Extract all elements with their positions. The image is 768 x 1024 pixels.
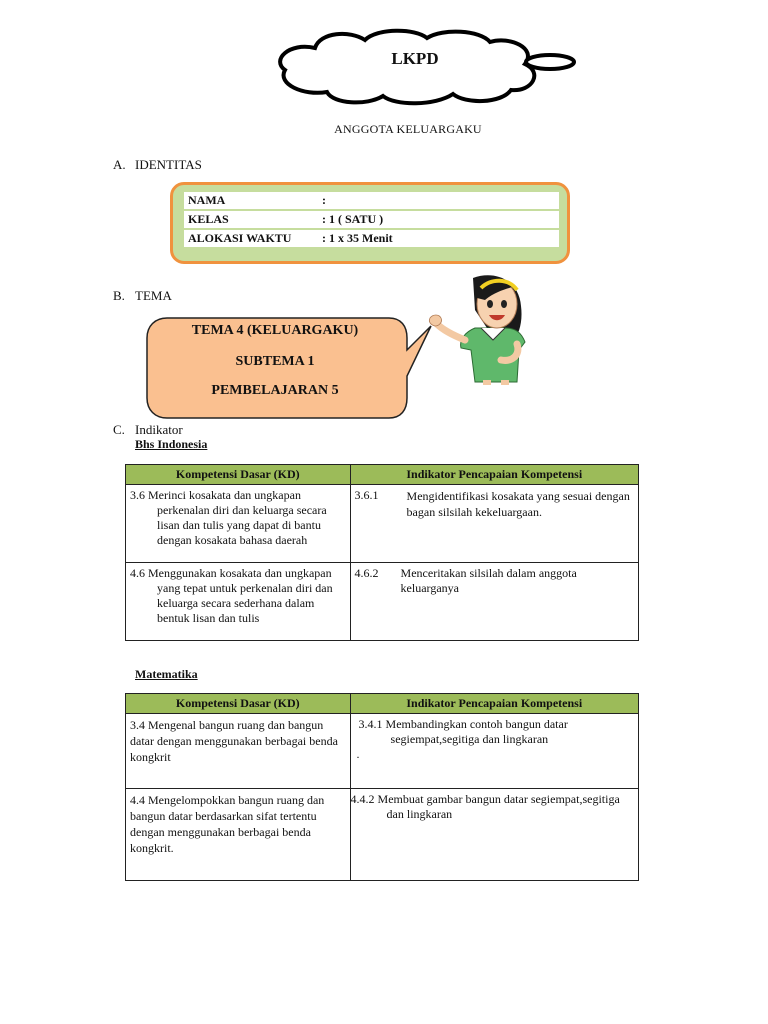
identity-value: : (322, 193, 326, 207)
section-letter: C. (113, 422, 125, 437)
section-heading: Indikator (135, 422, 183, 437)
kd-table-bhs-indonesia (125, 464, 639, 641)
section-heading: TEMA (135, 288, 172, 303)
identity-row-kelas (184, 211, 559, 228)
kd-text: 3.6 Merinci kosakata dan ungkapan perkenalan diri dan keluarga secara lisan dan tulis yang dapat di bantu dengan kosakata bahasa daerah (130, 488, 327, 547)
identity-row-nama (184, 192, 559, 209)
identity-row-alokasi (184, 230, 559, 247)
identity-label: NAMA (188, 193, 226, 207)
indikator-cell (350, 714, 638, 789)
table-row (126, 485, 639, 563)
indikator-cell (350, 789, 638, 881)
indikator-text: Menceritakan silsilah dalam anggota keluarganya (400, 566, 577, 595)
pembelajaran-line: PEMBELAJARAN 5 (211, 383, 339, 398)
indikator-number: 4.6.2 (354, 566, 379, 580)
indikator-cell (350, 485, 638, 563)
column-header-indikator: Indikator Pencapaian Kompetensi (350, 465, 638, 485)
column-header-kd: Kompetensi Dasar (KD) (126, 694, 351, 714)
column-header-kd: Kompetensi Dasar (KD) (126, 465, 351, 485)
section-indikator (113, 422, 183, 438)
indikator-extra: . (356, 747, 360, 761)
girl-illustration (425, 270, 535, 385)
table-row (126, 563, 639, 641)
identity-value: : 1 x 35 Menit (322, 231, 393, 245)
subject-heading-bhs-indonesia: Bhs Indonesia (135, 437, 208, 451)
kd-text: 4.4 Mengelompokkan bangun ruang dan bangun datar berdasarkan sifat tertentu dengan menggunakan berbagai benda kongkrit. (130, 793, 325, 855)
page-title: ANGGOTA KELUARGAKU (334, 122, 482, 136)
subject-heading-matematika: Matematika (135, 667, 198, 681)
identity-value: : 1 ( SATU ) (322, 212, 384, 226)
identity-box (170, 182, 570, 264)
indikator-text: 3.4.1 Membandingkan contoh bangun datar segiempat,segitiga dan lingkaran (358, 717, 568, 746)
kd-cell (126, 714, 351, 789)
kd-text: 4.6 Menggunakan kosakata dan ungkapan yang tepat untuk perkenalan diri dan keluarga secara sederhana dalam bentuk lisan dan tulis (130, 566, 333, 625)
indikator-number: 3.6.1 (354, 488, 379, 502)
kd-cell (126, 789, 351, 881)
lkpd-badge: LKPD (391, 49, 439, 68)
identity-label: KELAS (188, 212, 229, 226)
indikator-text: 4.4.2 Membuat gambar bangun datar segiempat,segitiga dan lingkaran (350, 792, 620, 821)
kd-cell (126, 563, 351, 641)
indikator-text: Mengidentifikasi kosakata yang sesuai dengan bagan silsilah kekeluargaan. (406, 489, 630, 519)
kd-text: 3.4 Mengenal bangun ruang dan bangun datar dengan menggunakan berbagai benda kongkrit (130, 718, 338, 764)
table-row (126, 789, 639, 881)
column-header-indikator: Indikator Pencapaian Kompetensi (350, 694, 638, 714)
kd-table-matematika (125, 693, 639, 881)
section-letter: B. (113, 288, 125, 303)
section-heading: IDENTITAS (135, 157, 202, 172)
indikator-cell (350, 563, 638, 641)
section-letter: A. (113, 157, 126, 172)
subtema-line: SUBTEMA 1 (235, 354, 315, 369)
table-row (126, 714, 639, 789)
identity-label: ALOKASI WAKTU (188, 231, 292, 245)
tema-line: TEMA 4 (KELUARGAKU) (191, 323, 359, 338)
kd-cell (126, 485, 351, 563)
section-tema (113, 288, 172, 304)
section-identitas (113, 157, 202, 173)
